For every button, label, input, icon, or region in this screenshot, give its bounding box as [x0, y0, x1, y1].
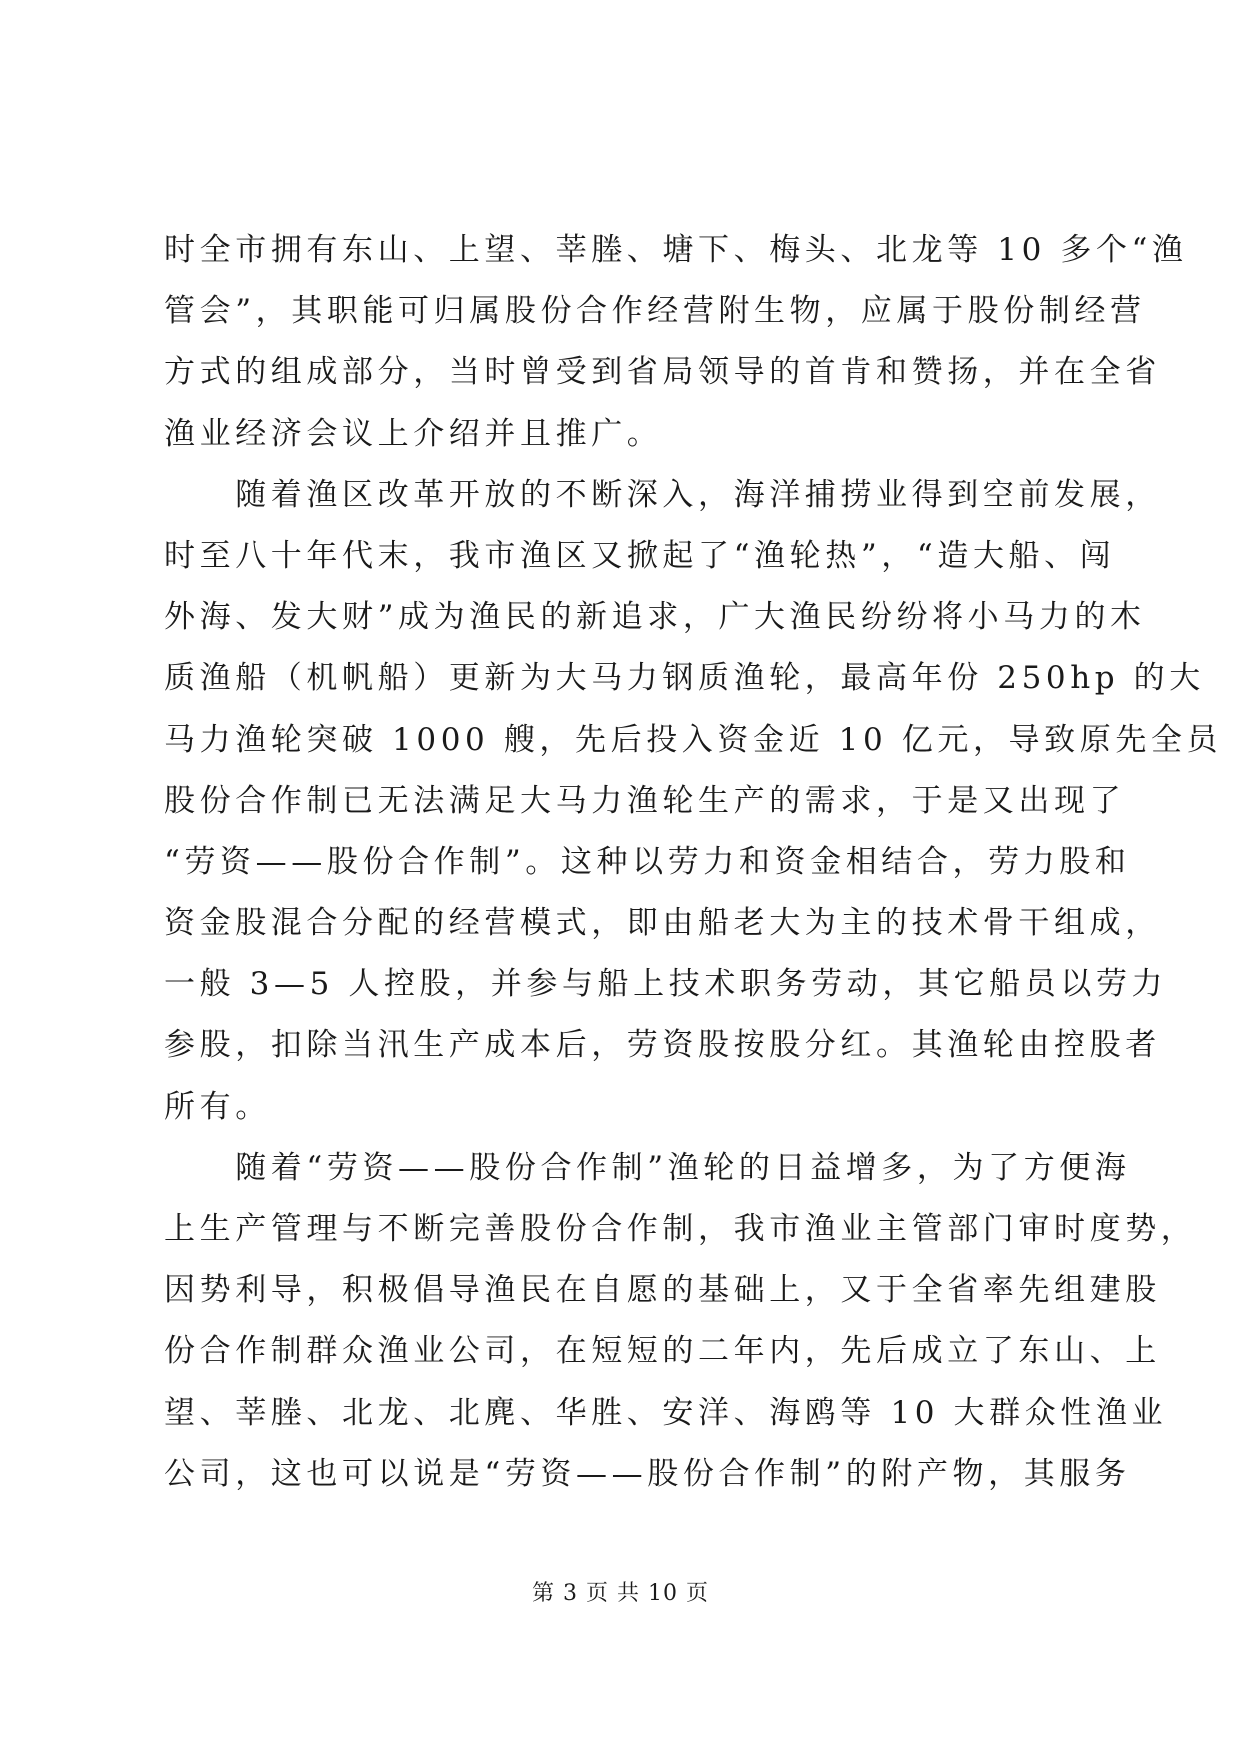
text-line: 时全市拥有东山、上望、莘塍、塘下、梅头、北龙等 10 多个“渔	[164, 232, 1188, 268]
text-line: 因势利导，积极倡导渔民在自愿的基础上，又于全省率先组建股	[164, 1272, 1161, 1309]
text-line: 一般 3—5 人控股，并参与船上技术职务劳动，其它船员以劳力	[164, 966, 1168, 1003]
text-line: 公司，这也可以说是“劳资——股份合作制”的附产物，其服务	[164, 1455, 1131, 1492]
text-line: 质渔船（机帆船）更新为大马力钢质渔轮，最高年份 250hp 的大	[164, 660, 1205, 697]
text-line: 渔业经济会议上介绍并且推广。	[164, 415, 663, 452]
document-body	[164, 220, 1223, 1505]
text-line: 时至八十年代末，我市渔区又掀起了“渔轮热”，“造大船、闯	[164, 537, 1116, 574]
text-line: 方式的组成部分，当时曾受到省局领导的首肯和赞扬，并在全省	[164, 354, 1161, 391]
text-line: 上生产管理与不断完善股份合作制，我市渔业主管部门审时度势，	[164, 1211, 1197, 1247]
page-number-footer: 第 3 页 共 10 页	[532, 1581, 709, 1606]
text-line: 望、莘塍、北龙、北麂、华胜、安洋、海鸥等 10 大群众性渔业	[164, 1394, 1168, 1431]
text-line: 马力渔轮突破 1000 艘，先后投入资金近 10 亿元，导致原先全员	[164, 721, 1223, 758]
text-line: 份合作制群众渔业公司，在短短的二年内，先后成立了东山、上	[164, 1333, 1161, 1370]
text-line: 参股，扣除当汛生产成本后，劳资股按股分红。其渔轮由控股者	[164, 1027, 1161, 1064]
text-line: 股份合作制已无法满足大马力渔轮生产的需求，于是又出现了	[164, 782, 1126, 819]
text-line: 资金股混合分配的经营模式，即由船老大为主的技术骨干组成，	[164, 905, 1161, 942]
text-line: 所有。	[164, 1088, 271, 1125]
text-line: 管会”，其职能可归属股份合作经营附生物，应属于股份制经营	[164, 293, 1146, 330]
text-line: “劳资——股份合作制”。这种以劳力和资金相结合，劳力股和	[164, 843, 1131, 880]
paragraph-first-line: 随着渔区改革开放的不断深入，海洋捕捞业得到空前发展，	[164, 476, 1161, 513]
text-line: 外海、发大财”成为渔民的新追求，广大渔民纷纷将小马力的木	[164, 599, 1146, 636]
paragraph-first-line: 随着“劳资——股份合作制”渔轮的日益增多，为了方便海	[164, 1149, 1131, 1186]
